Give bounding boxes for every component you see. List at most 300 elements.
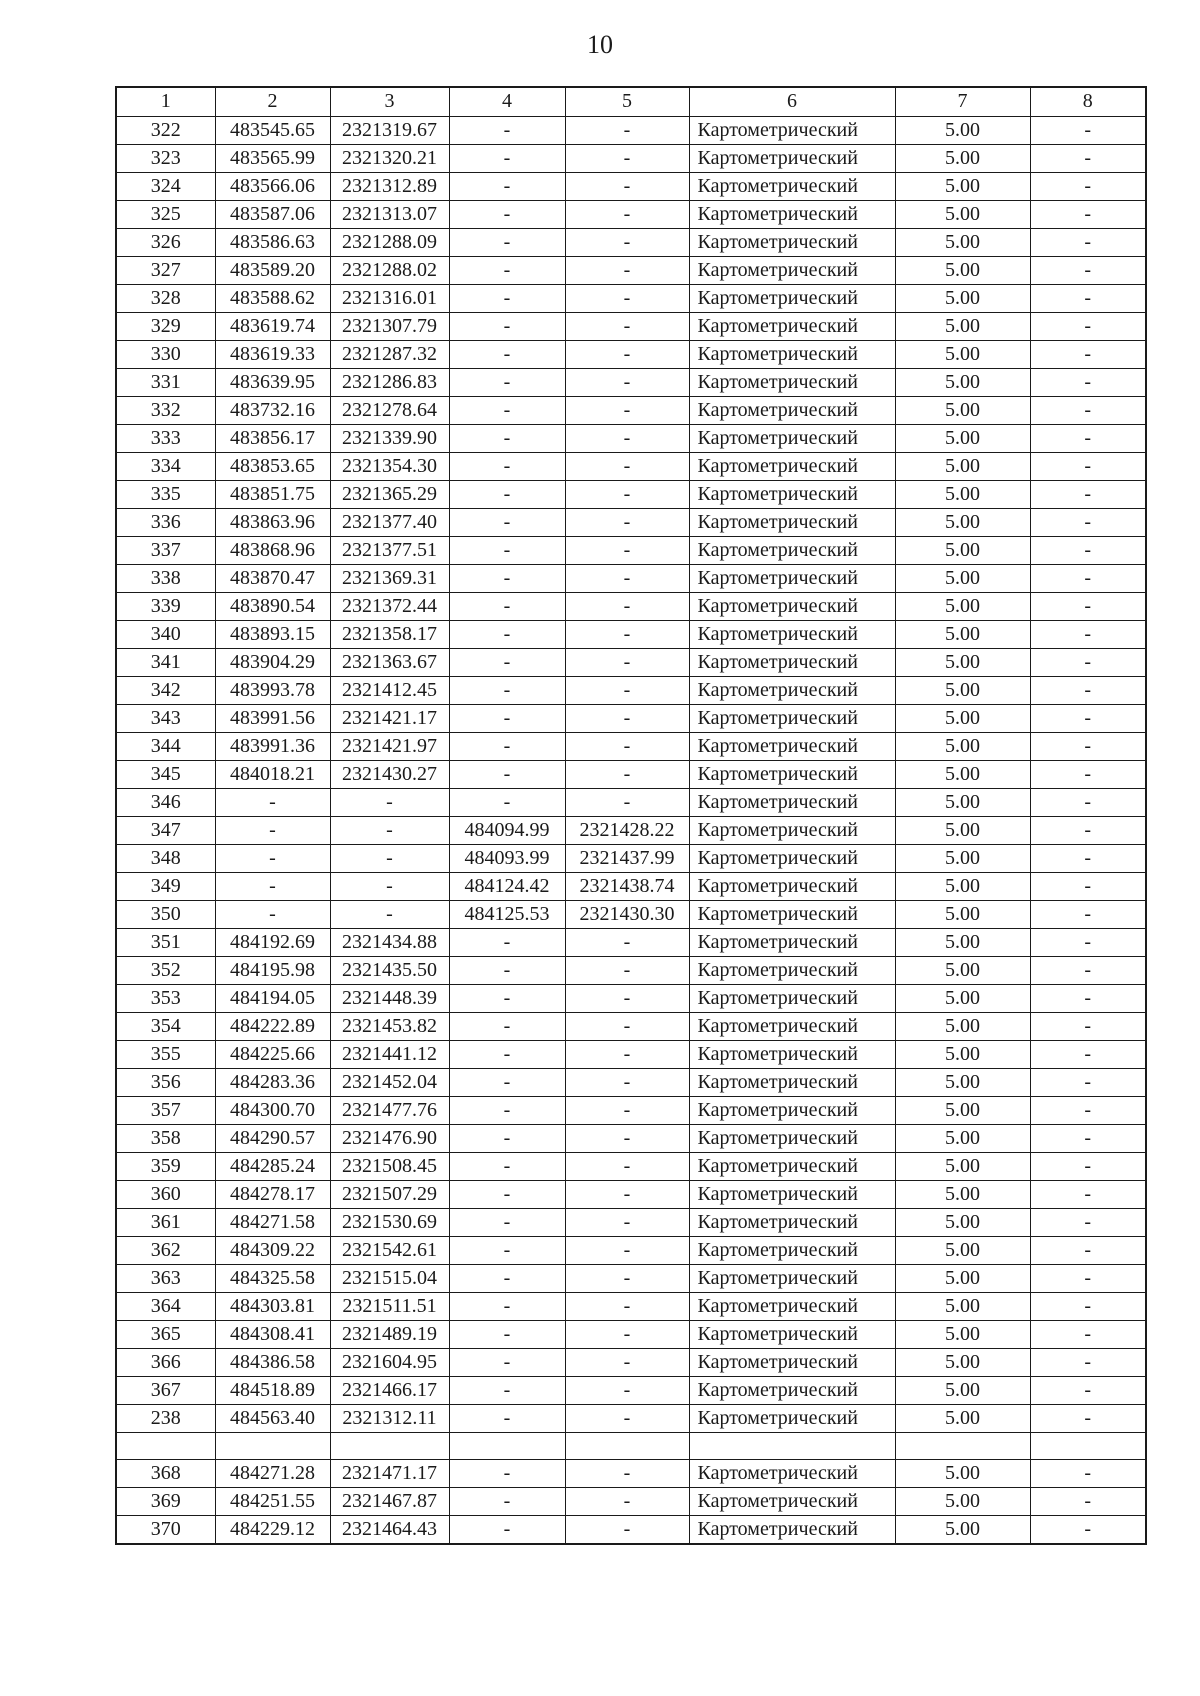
table-row [116,1376,1146,1404]
note-cell: - [1030,1124,1146,1152]
y-new-cell: 2321437.99 [565,844,689,872]
accuracy-cell: 5.00 [895,1096,1030,1124]
note-cell: - [1030,1376,1146,1404]
note-cell: - [1030,676,1146,704]
x-coord-cell: 483893.15 [215,620,330,648]
point-number-cell: 368 [116,1459,215,1487]
accuracy-cell: 5.00 [895,732,1030,760]
accuracy-cell: 5.00 [895,1292,1030,1320]
accuracy-cell: 5.00 [895,1236,1030,1264]
note-cell: - [1030,564,1146,592]
method-cell: Картометрический [689,788,895,816]
accuracy-cell: 5.00 [895,788,1030,816]
y-new-cell: - [565,704,689,732]
x-coord-cell [215,1432,330,1459]
accuracy-cell: 5.00 [895,592,1030,620]
page-number: 10 [587,30,613,59]
accuracy-cell: 5.00 [895,676,1030,704]
table-row [116,872,1146,900]
note-cell: - [1030,648,1146,676]
method-cell: Картометрический [689,1124,895,1152]
note-cell: - [1030,452,1146,480]
x-coord-cell: 484251.55 [215,1487,330,1515]
table-row [116,1515,1146,1544]
y-new-cell: - [565,116,689,144]
accuracy-cell: 5.00 [895,1459,1030,1487]
table-row [116,648,1146,676]
x-coord-cell: 484308.41 [215,1320,330,1348]
x-new-cell: - [449,1320,565,1348]
y-coord-cell: 2321312.11 [330,1404,449,1432]
y-coord-cell: 2321354.30 [330,452,449,480]
table-row [116,312,1146,340]
method-cell: Картометрический [689,872,895,900]
note-cell: - [1030,1208,1146,1236]
point-number-cell: 346 [116,788,215,816]
x-coord-cell: 484285.24 [215,1152,330,1180]
point-number-cell: 331 [116,368,215,396]
point-number-cell: 337 [116,536,215,564]
table-row [116,1292,1146,1320]
point-number-cell: 323 [116,144,215,172]
point-number-cell: 349 [116,872,215,900]
note-cell: - [1030,536,1146,564]
method-cell: Картометрический [689,508,895,536]
x-coord-cell: 483566.06 [215,172,330,200]
x-new-cell: - [449,1487,565,1515]
accuracy-cell: 5.00 [895,704,1030,732]
note-cell: - [1030,1152,1146,1180]
note-cell: - [1030,396,1146,424]
point-number-cell: 366 [116,1348,215,1376]
y-new-cell: - [565,564,689,592]
method-cell: Картометрический [689,396,895,424]
x-coord-cell: 484309.22 [215,1236,330,1264]
accuracy-cell: 5.00 [895,284,1030,312]
point-number-cell: 363 [116,1264,215,1292]
method-cell [689,1432,895,1459]
accuracy-cell: 5.00 [895,1012,1030,1040]
x-new-cell: - [449,256,565,284]
accuracy-cell: 5.00 [895,452,1030,480]
accuracy-cell: 5.00 [895,1404,1030,1432]
point-number-cell: 364 [116,1292,215,1320]
table-row [116,844,1146,872]
column-header: 6 [689,87,895,116]
note-cell: - [1030,1348,1146,1376]
y-new-cell [565,1432,689,1459]
method-cell: Картометрический [689,144,895,172]
y-new-cell: - [565,620,689,648]
point-number-cell: 343 [116,704,215,732]
method-cell: Картометрический [689,1459,895,1487]
accuracy-cell: 5.00 [895,228,1030,256]
x-coord-cell: 483586.63 [215,228,330,256]
x-coord-cell: - [215,844,330,872]
x-new-cell: - [449,1376,565,1404]
y-coord-cell: 2321412.45 [330,676,449,704]
x-new-cell: - [449,396,565,424]
x-new-cell: - [449,592,565,620]
point-number-cell: 339 [116,592,215,620]
y-new-cell: - [565,1376,689,1404]
note-cell: - [1030,1459,1146,1487]
point-number-cell: 335 [116,480,215,508]
y-new-cell: - [565,1348,689,1376]
note-cell: - [1030,1068,1146,1096]
table-row [116,900,1146,928]
y-coord-cell: 2321320.21 [330,144,449,172]
y-new-cell: - [565,1404,689,1432]
x-coord-cell: 484278.17 [215,1180,330,1208]
x-coord-cell: 484018.21 [215,760,330,788]
point-number-cell: 238 [116,1404,215,1432]
note-cell: - [1030,312,1146,340]
point-number-cell: 325 [116,200,215,228]
y-coord-cell: 2321363.67 [330,648,449,676]
point-number-cell: 358 [116,1124,215,1152]
point-number-cell: 351 [116,928,215,956]
x-new-cell: - [449,984,565,1012]
accuracy-cell: 5.00 [895,116,1030,144]
method-cell: Картометрический [689,676,895,704]
x-coord-cell: 483732.16 [215,396,330,424]
y-new-cell: 2321438.74 [565,872,689,900]
y-coord-cell: 2321471.17 [330,1459,449,1487]
method-cell: Картометрический [689,1515,895,1544]
accuracy-cell: 5.00 [895,1124,1030,1152]
table-row [116,200,1146,228]
method-cell: Картометрический [689,1236,895,1264]
y-new-cell: - [565,592,689,620]
table-row [116,956,1146,984]
table-row [116,368,1146,396]
x-new-cell: - [449,144,565,172]
point-number-cell: 344 [116,732,215,760]
x-new-cell: - [449,1292,565,1320]
x-coord-cell: - [215,788,330,816]
table-header-row [116,87,1146,116]
note-cell: - [1030,480,1146,508]
point-number-cell: 352 [116,956,215,984]
method-cell: Картометрический [689,424,895,452]
y-coord-cell: 2321453.82 [330,1012,449,1040]
accuracy-cell: 5.00 [895,760,1030,788]
note-cell: - [1030,144,1146,172]
accuracy-cell: 5.00 [895,872,1030,900]
accuracy-cell: 5.00 [895,928,1030,956]
y-new-cell: - [565,1152,689,1180]
table-row [116,480,1146,508]
y-new-cell: - [565,1320,689,1348]
y-new-cell: - [565,1515,689,1544]
table-row [116,1487,1146,1515]
x-new-cell: 484125.53 [449,900,565,928]
note-cell: - [1030,704,1146,732]
accuracy-cell: 5.00 [895,424,1030,452]
x-new-cell: - [449,1348,565,1376]
note-cell: - [1030,1040,1146,1068]
x-coord-cell: 484386.58 [215,1348,330,1376]
column-header: 7 [895,87,1030,116]
point-number-cell: 354 [116,1012,215,1040]
x-coord-cell: 483868.96 [215,536,330,564]
y-coord-cell: - [330,788,449,816]
method-cell: Картометрический [689,480,895,508]
method-cell: Картометрический [689,956,895,984]
accuracy-cell: 5.00 [895,1320,1030,1348]
method-cell: Картометрический [689,1404,895,1432]
y-coord-cell: 2321365.29 [330,480,449,508]
x-coord-cell: 483545.65 [215,116,330,144]
y-new-cell: - [565,1124,689,1152]
note-cell: - [1030,172,1146,200]
point-number-cell: 322 [116,116,215,144]
y-coord-cell: 2321476.90 [330,1124,449,1152]
y-new-cell: - [565,228,689,256]
note-cell: - [1030,340,1146,368]
method-cell: Картометрический [689,844,895,872]
accuracy-cell: 5.00 [895,564,1030,592]
note-cell: - [1030,760,1146,788]
x-coord-cell: 484225.66 [215,1040,330,1068]
table-row [116,536,1146,564]
method-cell: Картометрический [689,312,895,340]
point-number-cell: 360 [116,1180,215,1208]
y-coord-cell: 2321452.04 [330,1068,449,1096]
table-row [116,928,1146,956]
accuracy-cell: 5.00 [895,984,1030,1012]
x-new-cell: - [449,1264,565,1292]
table-row [116,788,1146,816]
table-row [116,340,1146,368]
x-new-cell: - [449,1012,565,1040]
y-coord-cell [330,1432,449,1459]
table-row [116,452,1146,480]
x-new-cell: - [449,620,565,648]
y-coord-cell: 2321369.31 [330,564,449,592]
accuracy-cell [895,1432,1030,1459]
method-cell: Картометрический [689,228,895,256]
point-number-cell: 361 [116,1208,215,1236]
y-new-cell: - [565,536,689,564]
x-coord-cell: 483853.65 [215,452,330,480]
y-new-cell: - [565,648,689,676]
point-number-cell: 333 [116,424,215,452]
point-number-cell: 367 [116,1376,215,1404]
y-coord-cell: 2321464.43 [330,1515,449,1544]
table-row [116,1096,1146,1124]
x-new-cell: - [449,1096,565,1124]
method-cell: Картометрический [689,564,895,592]
x-new-cell: - [449,956,565,984]
method-cell: Картометрический [689,340,895,368]
y-new-cell: - [565,144,689,172]
x-new-cell: - [449,452,565,480]
note-cell: - [1030,284,1146,312]
point-number-cell: 341 [116,648,215,676]
column-header: 3 [330,87,449,116]
x-new-cell: - [449,648,565,676]
y-new-cell: - [565,788,689,816]
y-new-cell: - [565,1096,689,1124]
accuracy-cell: 5.00 [895,312,1030,340]
x-new-cell: - [449,368,565,396]
table-row [116,704,1146,732]
accuracy-cell: 5.00 [895,1068,1030,1096]
x-coord-cell: 484229.12 [215,1515,330,1544]
note-cell: - [1030,1292,1146,1320]
y-new-cell: - [565,1040,689,1068]
method-cell: Картометрический [689,1180,895,1208]
table-row [116,508,1146,536]
table-row [116,564,1146,592]
table-row [116,1124,1146,1152]
y-coord-cell: 2321278.64 [330,396,449,424]
x-new-cell: - [449,1236,565,1264]
y-new-cell: - [565,984,689,1012]
x-coord-cell: 483991.36 [215,732,330,760]
y-new-cell: - [565,1292,689,1320]
accuracy-cell: 5.00 [895,1348,1030,1376]
x-coord-cell: 484192.69 [215,928,330,956]
x-new-cell: - [449,228,565,256]
y-coord-cell: 2321466.17 [330,1376,449,1404]
method-cell: Картометрический [689,1348,895,1376]
y-new-cell: - [565,424,689,452]
y-new-cell: - [565,340,689,368]
table-row [116,228,1146,256]
y-coord-cell: 2321508.45 [330,1152,449,1180]
x-new-cell: - [449,704,565,732]
table-body [116,116,1146,1544]
point-number-cell: 365 [116,1320,215,1348]
method-cell: Картометрический [689,1152,895,1180]
x-new-cell: - [449,200,565,228]
table-row [116,1432,1146,1459]
y-new-cell: - [565,732,689,760]
note-cell: - [1030,1487,1146,1515]
x-new-cell: - [449,564,565,592]
y-new-cell: - [565,1068,689,1096]
table-row [116,1459,1146,1487]
x-new-cell: 484094.99 [449,816,565,844]
y-coord-cell: 2321316.01 [330,284,449,312]
point-number-cell: 350 [116,900,215,928]
note-cell: - [1030,508,1146,536]
method-cell: Картометрический [689,368,895,396]
x-coord-cell: 483587.06 [215,200,330,228]
x-coord-cell: 484271.58 [215,1208,330,1236]
x-coord-cell: 484222.89 [215,1012,330,1040]
note-cell: - [1030,368,1146,396]
x-new-cell: - [449,732,565,760]
point-number-cell: 327 [116,256,215,284]
method-cell: Картометрический [689,1264,895,1292]
note-cell: - [1030,816,1146,844]
table-row [116,116,1146,144]
y-new-cell: - [565,256,689,284]
y-coord-cell: 2321507.29 [330,1180,449,1208]
accuracy-cell: 5.00 [895,396,1030,424]
y-coord-cell: - [330,816,449,844]
x-coord-cell: 484518.89 [215,1376,330,1404]
table-row [116,396,1146,424]
table-row [116,1068,1146,1096]
note-cell: - [1030,900,1146,928]
y-new-cell: - [565,508,689,536]
accuracy-cell: 5.00 [895,900,1030,928]
x-coord-cell: 483993.78 [215,676,330,704]
method-cell: Картометрический [689,452,895,480]
x-coord-cell: - [215,900,330,928]
x-coord-cell: 484303.81 [215,1292,330,1320]
accuracy-cell: 5.00 [895,1208,1030,1236]
method-cell: Картометрический [689,1012,895,1040]
note-cell: - [1030,1236,1146,1264]
point-number-cell: 355 [116,1040,215,1068]
x-coord-cell: 483863.96 [215,508,330,536]
note-cell: - [1030,844,1146,872]
note-cell: - [1030,732,1146,760]
note-cell: - [1030,424,1146,452]
note-cell [1030,1432,1146,1459]
y-coord-cell: 2321287.32 [330,340,449,368]
y-new-cell: - [565,1208,689,1236]
point-number-cell [116,1432,215,1459]
table-row [116,1040,1146,1068]
y-coord-cell: - [330,872,449,900]
column-header: 1 [116,87,215,116]
y-coord-cell: 2321313.07 [330,200,449,228]
x-new-cell: - [449,340,565,368]
y-coord-cell: 2321421.97 [330,732,449,760]
accuracy-cell: 5.00 [895,508,1030,536]
method-cell: Картометрический [689,900,895,928]
x-coord-cell: 484325.58 [215,1264,330,1292]
method-cell: Картометрический [689,928,895,956]
note-cell: - [1030,256,1146,284]
x-new-cell: - [449,928,565,956]
y-new-cell: - [565,676,689,704]
x-coord-cell: 484195.98 [215,956,330,984]
y-new-cell: - [565,760,689,788]
y-new-cell: - [565,1459,689,1487]
x-coord-cell: 484563.40 [215,1404,330,1432]
method-cell: Картометрический [689,816,895,844]
y-new-cell: - [565,284,689,312]
note-cell: - [1030,200,1146,228]
x-new-cell: - [449,1208,565,1236]
y-coord-cell: 2321542.61 [330,1236,449,1264]
x-coord-cell: 484300.70 [215,1096,330,1124]
table-row [116,620,1146,648]
y-new-cell: - [565,1264,689,1292]
y-coord-cell: 2321307.79 [330,312,449,340]
method-cell: Картометрический [689,760,895,788]
y-new-cell: 2321428.22 [565,816,689,844]
y-new-cell: - [565,172,689,200]
y-coord-cell: 2321288.09 [330,228,449,256]
accuracy-cell: 5.00 [895,144,1030,172]
accuracy-cell: 5.00 [895,1487,1030,1515]
method-cell: Картометрический [689,732,895,760]
table-row [116,816,1146,844]
column-header: 5 [565,87,689,116]
note-cell: - [1030,116,1146,144]
note-cell: - [1030,228,1146,256]
x-new-cell: - [449,676,565,704]
